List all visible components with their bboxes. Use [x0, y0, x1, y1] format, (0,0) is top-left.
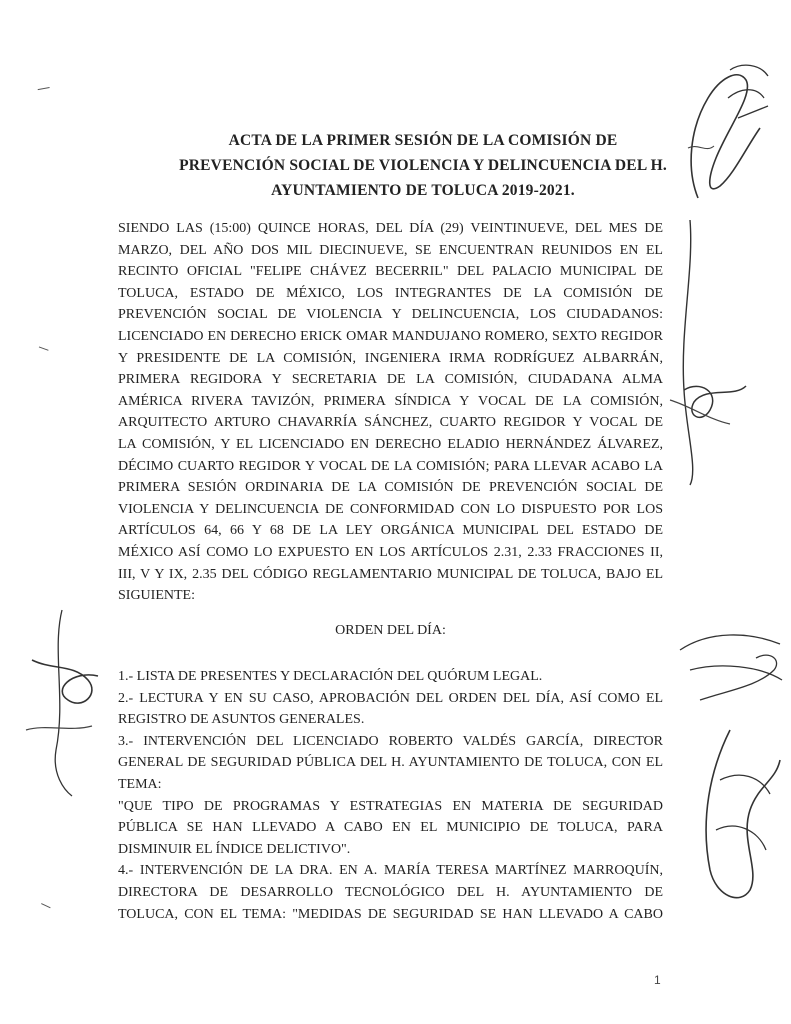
- signature-right-bottom: [680, 720, 790, 910]
- agenda-line: GENERAL DE SEGURIDAD PÚBLICA DEL H. AYUNTAMIENTO DE TOLUCA, CON EL: [118, 755, 663, 771]
- agenda-line: DISMINUIR EL ÍNDICE DELICTIVO".: [118, 841, 351, 857]
- body-line: PREVENCIÓN SOCIAL DE VIOLENCIA Y DELINCUENCIA, LOS CIUDADANOS:: [118, 307, 663, 323]
- agenda-list: [118, 666, 663, 925]
- body-line: PRIMERA REGIDORA Y SECRETARIA DE LA COMISIÓN, CIUDADANA ALMA: [118, 372, 663, 388]
- body-line: Y PRESIDENTE DE LA COMISIÓN, INGENIERA IRMA RODRÍGUEZ ALBARRÁN,: [118, 350, 663, 366]
- margin-mark: [39, 903, 50, 912]
- title-line: ACTA DE LA PRIMER SESIÓN DE LA COMISIÓN DE: [228, 132, 618, 149]
- body-paragraph: [118, 218, 663, 607]
- agenda-line: 3.- INTERVENCIÓN DEL LICENCIADO ROBERTO VALDÉS GARCÍA, DIRECTOR: [118, 733, 663, 749]
- body-line: LA COMISIÓN, Y EL LICENCIADO EN DERECHO ELADIO HERNÁNDEZ ÁLVAREZ,: [118, 436, 663, 452]
- body-line: LICENCIADO EN DERECHO ERICK OMAR MANDUJANO ROMERO, SEXTO REGIDOR: [118, 328, 663, 344]
- document-title: [118, 128, 728, 203]
- body-line: VIOLENCIA Y DELINCUENCIA DE CONFORMIDAD CON LO DISPUESTO POR LOS: [118, 501, 663, 517]
- agenda-line: TEMA:: [118, 776, 162, 792]
- agenda-line: 4.- INTERVENCIÓN DE LA DRA. EN A. MARÍA TERESA MARTÍNEZ MARROQUÍN,: [118, 863, 663, 879]
- margin-mark: [38, 87, 51, 94]
- body-line: DÉCIMO CUARTO REGIDOR Y VOCAL DE LA COMISIÓN; PARA LLEVAR ACABO LA: [118, 458, 663, 474]
- body-line: PRIMERA SESIÓN ORDINARIA DE LA COMISIÓN DE PREVENCIÓN SOCIAL DE: [118, 480, 663, 496]
- body-line: MARZO, DEL AÑO DOS MIL DIECINUEVE, SE ENCUENTRAN REUNIDOS EN EL: [118, 242, 663, 258]
- agenda-line: TOLUCA, CON EL TEMA: "MEDIDAS DE SEGURIDAD SE HAN LLEVADO A CABO: [118, 906, 663, 922]
- agenda-line: 2.- LECTURA Y EN SU CASO, APROBACIÓN DEL ORDEN DEL DÍA, ASÍ COMO EL: [118, 690, 663, 706]
- body-line: III, V Y IX, 2.35 DEL CÓDIGO REGLAMENTARIO MUNICIPAL DE TOLUCA, BAJO EL: [118, 566, 663, 582]
- body-line: AMÉRICA RIVERA TAVIZÓN, PRIMERA SÍNDICA Y VOCAL DE LA COMISIÓN,: [118, 393, 663, 409]
- body-line: SIGUIENTE:: [118, 588, 195, 604]
- agenda-line: PÚBLICA SE HAN LLEVADO A CABO EN EL MUNICIPIO DE TOLUCA, PARA: [118, 820, 663, 836]
- body-line: MÉXICO ASÍ COMO LO EXPUESTO EN LOS ARTÍCULOS 2.31, 2.33 FRACCIONES II,: [118, 544, 663, 560]
- signature-left-margin: [12, 600, 112, 800]
- body-line: RECINTO OFICIAL "FELIPE CHÁVEZ BECERRIL" DEL PALACIO MUNICIPAL DE: [118, 264, 663, 280]
- signature-top-right: [668, 58, 778, 208]
- body-line: TOLUCA, ESTADO DE MÉXICO, LOS INTEGRANTES DE LA COMISIÓN DE: [118, 285, 663, 301]
- agenda-line: 1.- LISTA DE PRESENTES Y DECLARACIÓN DEL QUÓRUM LEGAL.: [118, 669, 543, 684]
- signature-right-middle: [650, 210, 770, 490]
- title-line: AYUNTAMIENTO DE TOLUCA 2019-2021.: [271, 182, 575, 199]
- signature-right-lower: [670, 610, 790, 720]
- agenda-line: "QUE TIPO DE PROGRAMAS Y ESTRATEGIAS EN MATERIA DE SEGURIDAD: [118, 798, 663, 814]
- agenda-line: REGISTRO DE ASUNTOS GENERALES.: [118, 712, 365, 728]
- body-line: ARTÍCULOS 64, 66 Y 68 DE LA LEY ORGÁNICA MUNICIPAL DEL ESTADO DE: [118, 523, 663, 539]
- section-title: ORDEN DEL DÍA:: [335, 623, 446, 638]
- title-line: PREVENCIÓN SOCIAL DE VIOLENCIA Y DELINCUENCIA DEL H.: [179, 157, 667, 174]
- body-line: SIENDO LAS (15:00) QUINCE HORAS, DEL DÍA (29) VEINTINUEVE, DEL MES DE: [118, 221, 663, 236]
- margin-mark: [37, 346, 48, 354]
- agenda-line: DIRECTORA DE DESARROLLO TECNOLÓGICO DEL H. AYUNTAMIENTO DE: [118, 884, 663, 900]
- page-number: 1: [654, 973, 661, 987]
- body-line: ARQUITECTO ARTURO CHAVARRÍA SÁNCHEZ, CUARTO REGIDOR Y VOCAL DE: [118, 415, 663, 431]
